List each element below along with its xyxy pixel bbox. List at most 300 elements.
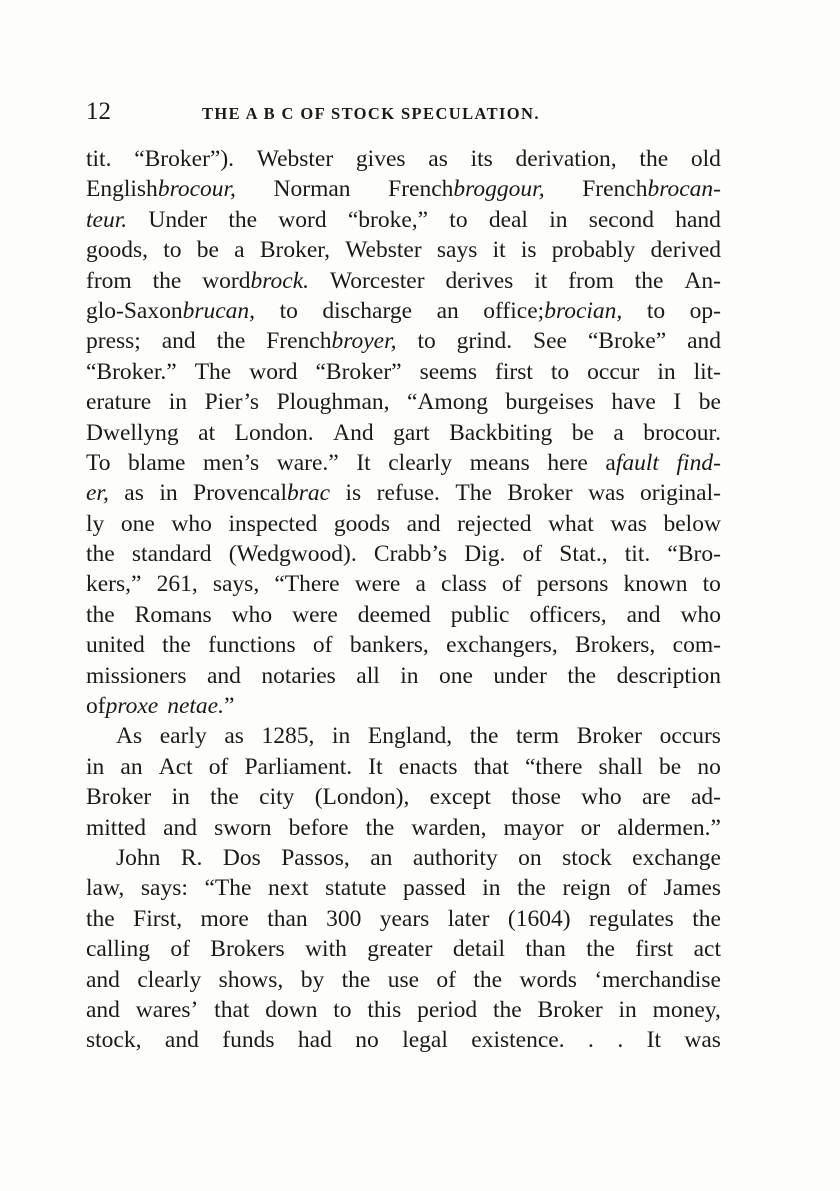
word: It (368, 753, 383, 780)
text-line (86, 569, 721, 599)
word: the (469, 723, 499, 750)
word: Frenchbroyer, (266, 328, 397, 355)
word: wares’ (135, 996, 199, 1023)
word: stock (562, 844, 612, 871)
word: greater (367, 936, 433, 963)
word: London. (234, 419, 314, 446)
word: a (234, 237, 245, 264)
word: “Among (407, 389, 488, 416)
word: have (611, 389, 656, 416)
word: standard (131, 541, 212, 568)
word: Dig. (464, 541, 506, 568)
word: legal (402, 1027, 448, 1054)
word: R. (180, 844, 203, 871)
word: gart (393, 419, 430, 446)
word: a (613, 419, 624, 446)
word: of (501, 571, 522, 598)
word: detail (452, 936, 506, 963)
word: an (436, 297, 459, 324)
word: James (663, 875, 721, 902)
word: and (406, 510, 441, 537)
word: in (400, 662, 419, 689)
word: See (533, 328, 567, 355)
word: “Broker”). (134, 146, 235, 172)
word: bankers, (349, 632, 429, 659)
word: Stat., (559, 541, 608, 568)
word: before (288, 814, 349, 841)
word: tit. (624, 541, 651, 568)
word: next (268, 875, 309, 902)
word: was (588, 480, 625, 507)
word: below (663, 510, 721, 537)
word: years (379, 905, 430, 932)
word: functions (208, 632, 296, 659)
word: was (684, 1027, 721, 1054)
word: the (162, 632, 191, 659)
text-line (86, 782, 721, 812)
word: As (116, 723, 143, 750)
word: the (473, 966, 503, 993)
text-line (86, 539, 721, 569)
word: Worcester (329, 267, 425, 294)
word: what (548, 510, 594, 537)
word: except (429, 784, 491, 811)
word: period (417, 996, 478, 1023)
word: Act (158, 753, 193, 780)
word: the (586, 936, 615, 963)
word: and (164, 1027, 199, 1054)
word: united (86, 632, 145, 659)
text-line (86, 661, 721, 691)
word: original- (640, 480, 721, 507)
text-line (86, 144, 721, 174)
word: (Wedgwood). (228, 541, 357, 568)
word: its (470, 146, 493, 172)
word: and (687, 328, 721, 355)
word: notaries (261, 662, 336, 689)
word: blame (128, 449, 186, 476)
word: exchange (632, 844, 721, 871)
word: be (196, 237, 219, 264)
word: be (698, 389, 721, 416)
word: Frenchbrocan- (582, 176, 721, 203)
word: of (208, 753, 229, 780)
word: afault (605, 449, 659, 476)
word: were (292, 601, 338, 628)
word: 1285, (261, 723, 315, 750)
word: down (265, 996, 318, 1023)
word: The (455, 480, 492, 507)
word: refuse. (376, 480, 440, 507)
word: It (356, 449, 371, 476)
word: Ploughman, (276, 389, 390, 416)
word: hand (675, 206, 721, 233)
word: act (693, 936, 721, 963)
word: use (387, 966, 420, 993)
word: netae.” (167, 693, 235, 720)
word: term (516, 723, 560, 750)
word: First, (133, 905, 183, 932)
word: deemed (357, 601, 431, 628)
word: or (580, 814, 601, 841)
text-line (86, 418, 721, 448)
word: find- (676, 449, 721, 476)
word: 300 (326, 905, 362, 932)
text-line (86, 934, 721, 964)
word: are (641, 784, 671, 811)
word: to (449, 206, 468, 233)
word: brocour. (643, 419, 721, 446)
word: to (333, 996, 352, 1023)
word: goods (333, 510, 390, 537)
word: Frenchbroggour, (388, 176, 545, 203)
word: says (436, 237, 478, 264)
word: it (492, 237, 506, 264)
word: “Broker.” (86, 358, 177, 385)
word: known (623, 571, 688, 598)
word: than (267, 905, 308, 932)
word: mayor (503, 814, 564, 841)
word: words (519, 966, 577, 993)
word: no (697, 753, 721, 780)
word: in (168, 389, 188, 416)
word: John (116, 844, 161, 871)
word: and (626, 601, 661, 628)
word: England, (367, 723, 453, 750)
word: “there (525, 753, 583, 780)
word: public (450, 601, 510, 628)
word: Broker (537, 996, 603, 1023)
word: class (441, 571, 487, 598)
word: is (345, 480, 362, 507)
word: calling (86, 936, 150, 963)
text-line (86, 296, 721, 326)
word: Englishbrocour, (86, 176, 236, 203)
word: says, (212, 571, 260, 598)
word: to (417, 328, 436, 355)
word: no (355, 1027, 379, 1054)
text-line (86, 174, 721, 204)
word: press; (86, 328, 141, 355)
word: to (646, 297, 666, 324)
text-line (86, 205, 721, 235)
word: in (657, 358, 676, 385)
word: clearly (388, 449, 453, 476)
word: and (207, 662, 241, 689)
word: at (198, 419, 216, 446)
word: Broker (576, 723, 642, 750)
word: Brokers, (575, 632, 656, 659)
text-line (86, 904, 721, 934)
word: be (659, 753, 682, 780)
word: probably (551, 237, 636, 264)
word: and (163, 814, 198, 841)
word: regulates (588, 905, 674, 932)
word: as (124, 480, 144, 507)
word: the (86, 905, 115, 932)
text-line (86, 630, 721, 660)
word: (1604) (507, 905, 571, 932)
word: on (518, 844, 542, 871)
word: of (170, 936, 190, 963)
word: of (627, 875, 647, 902)
word: with (305, 936, 347, 963)
word: Broker (86, 784, 152, 811)
text-line (86, 965, 721, 995)
word: goods, (86, 237, 149, 264)
word: law, (86, 875, 125, 902)
word: word (278, 206, 327, 233)
page-number: 12 (86, 98, 111, 125)
word: derived (650, 237, 721, 264)
word: the (152, 267, 182, 294)
word: of (312, 632, 333, 659)
word: that (214, 996, 250, 1023)
word: and (86, 996, 120, 1023)
word: the (86, 541, 115, 568)
word: city (259, 784, 295, 811)
text-line (86, 387, 721, 417)
text-line (86, 357, 721, 387)
word: “broke,” (347, 206, 429, 233)
word: reign (562, 875, 611, 902)
word: erature (86, 389, 152, 416)
word: funds (222, 1027, 275, 1054)
text-line (86, 873, 721, 903)
word: is (520, 237, 537, 264)
word: means (469, 449, 530, 476)
word: Broker (507, 480, 573, 507)
word: statute (325, 875, 387, 902)
word: later (447, 905, 490, 932)
word: tit. (86, 146, 112, 172)
word: gives (355, 146, 406, 172)
word: Provencalbrac (193, 480, 331, 507)
text-line (86, 326, 721, 356)
word: inspected (228, 510, 318, 537)
word: The (194, 358, 232, 385)
word: the (228, 206, 258, 233)
word: men’s (203, 449, 260, 476)
word: the (492, 996, 522, 1023)
word: one (438, 662, 473, 689)
word: one (120, 510, 155, 537)
word: to (279, 297, 298, 324)
word: money, (652, 996, 721, 1023)
word: op- (689, 297, 721, 324)
word: first (635, 936, 674, 963)
word: “There (274, 571, 340, 598)
word: “The (204, 875, 252, 902)
word: And (333, 419, 374, 446)
word: authority (412, 844, 498, 871)
word: Dos (222, 844, 261, 871)
text-line (86, 509, 721, 539)
word: Webster (256, 146, 334, 172)
word: stock, (86, 1027, 142, 1054)
word: in (618, 996, 637, 1023)
word: who (680, 601, 721, 628)
word: that (473, 753, 509, 780)
text-line (86, 843, 721, 873)
word: more (200, 905, 249, 932)
word: passed (403, 875, 466, 902)
word: ‘merchandise (594, 966, 721, 993)
word: those (511, 784, 561, 811)
word: in (331, 723, 351, 750)
word: the (216, 328, 246, 355)
text-line (86, 266, 721, 296)
text-line (86, 995, 721, 1025)
word: was (610, 510, 647, 537)
text-line (86, 721, 721, 751)
word: and (161, 328, 196, 355)
word: to (163, 237, 182, 264)
word: who (171, 510, 212, 537)
text-line (86, 752, 721, 782)
word: clearly (137, 966, 202, 993)
text-line (86, 1025, 721, 1055)
text-line (86, 448, 721, 478)
word: kers,” (86, 571, 142, 598)
word: be (571, 419, 594, 446)
word: as (224, 723, 244, 750)
word: the (634, 267, 664, 294)
word: grind. (456, 328, 513, 355)
word: mitted (86, 814, 147, 841)
word: “Bro- (667, 541, 721, 568)
word: in (159, 480, 178, 507)
word: all (356, 662, 380, 689)
word: Dwellyng (86, 419, 179, 446)
text-line (86, 478, 721, 508)
word: (London), (314, 784, 410, 811)
word: er, (86, 480, 109, 507)
word: warden, (411, 814, 487, 841)
word: shows, (218, 966, 284, 993)
word: in (482, 875, 501, 902)
word: enacts (398, 753, 458, 780)
word: in (171, 784, 190, 811)
word: ly (86, 510, 105, 537)
word: persons (536, 571, 609, 598)
word: 261, (156, 571, 198, 598)
word: Webster (345, 237, 422, 264)
word: discharge (322, 297, 413, 324)
text-line (86, 813, 721, 843)
word: . (617, 1027, 624, 1054)
word: aldermen.” (617, 814, 721, 841)
word: “Broker” (315, 358, 402, 385)
word: Romans (134, 601, 212, 628)
word: Under (148, 206, 208, 233)
word: derives (445, 267, 514, 294)
word: An- (684, 267, 721, 294)
word: Backbiting (449, 419, 553, 446)
word: officers, (529, 601, 607, 628)
word: old (690, 146, 721, 172)
word: early (159, 723, 207, 750)
word: Brokers (210, 936, 285, 963)
word: exchangers, (446, 632, 558, 659)
word: as (428, 146, 448, 172)
word: who (581, 784, 622, 811)
word: rejected (457, 510, 532, 537)
word: of (522, 541, 543, 568)
word: than (525, 936, 566, 963)
word: of (436, 966, 456, 993)
word: had (297, 1027, 332, 1054)
word: wordbrock. (202, 267, 309, 294)
word: glo-Saxonbrucan, (86, 297, 256, 324)
word: deal (488, 206, 528, 233)
word: Norman (273, 176, 351, 203)
word: under (493, 662, 547, 689)
word: lit- (693, 358, 721, 385)
word: were (354, 571, 401, 598)
word: missioners (86, 662, 187, 689)
word: seems (419, 358, 478, 385)
word: it (534, 267, 548, 294)
word: . (588, 1027, 594, 1054)
word: first (495, 358, 533, 385)
text-line (86, 600, 721, 630)
word: second (588, 206, 654, 233)
word: com- (672, 632, 721, 659)
word: a (415, 571, 426, 598)
word: the (210, 784, 239, 811)
word: the (365, 814, 395, 841)
word: this (367, 996, 402, 1023)
word: It (646, 1027, 661, 1054)
word: existence. (471, 1027, 565, 1054)
word: the (692, 905, 721, 932)
page-header (86, 98, 726, 132)
word: sworn (214, 814, 272, 841)
word: ware.” (276, 449, 339, 476)
word: Passos, (281, 844, 350, 871)
word: ofproxe (86, 693, 159, 720)
text-line (86, 235, 721, 265)
word: and (86, 966, 120, 993)
word: word (249, 358, 298, 385)
word: shall (598, 753, 643, 780)
word: the (639, 146, 669, 172)
word: To (86, 449, 111, 476)
word: burgeises (505, 389, 594, 416)
word: from (86, 267, 132, 294)
word: an (120, 753, 143, 780)
word: office;brocian, (483, 297, 623, 324)
word: Crabb’s (373, 541, 447, 568)
word: in (86, 753, 105, 780)
word: who (231, 601, 273, 628)
word: ad- (690, 784, 721, 811)
word: an (370, 844, 393, 871)
word: the (517, 875, 546, 902)
word: the (341, 966, 371, 993)
word: by (300, 966, 325, 993)
word: Broker, (259, 237, 331, 264)
word: teur. (86, 206, 128, 233)
word: says: (140, 875, 188, 902)
word: “Broke” (587, 328, 667, 355)
word: the (567, 662, 597, 689)
text-line (86, 691, 721, 721)
word: occur (587, 358, 640, 385)
word: the (86, 601, 115, 628)
word: to (550, 358, 570, 385)
